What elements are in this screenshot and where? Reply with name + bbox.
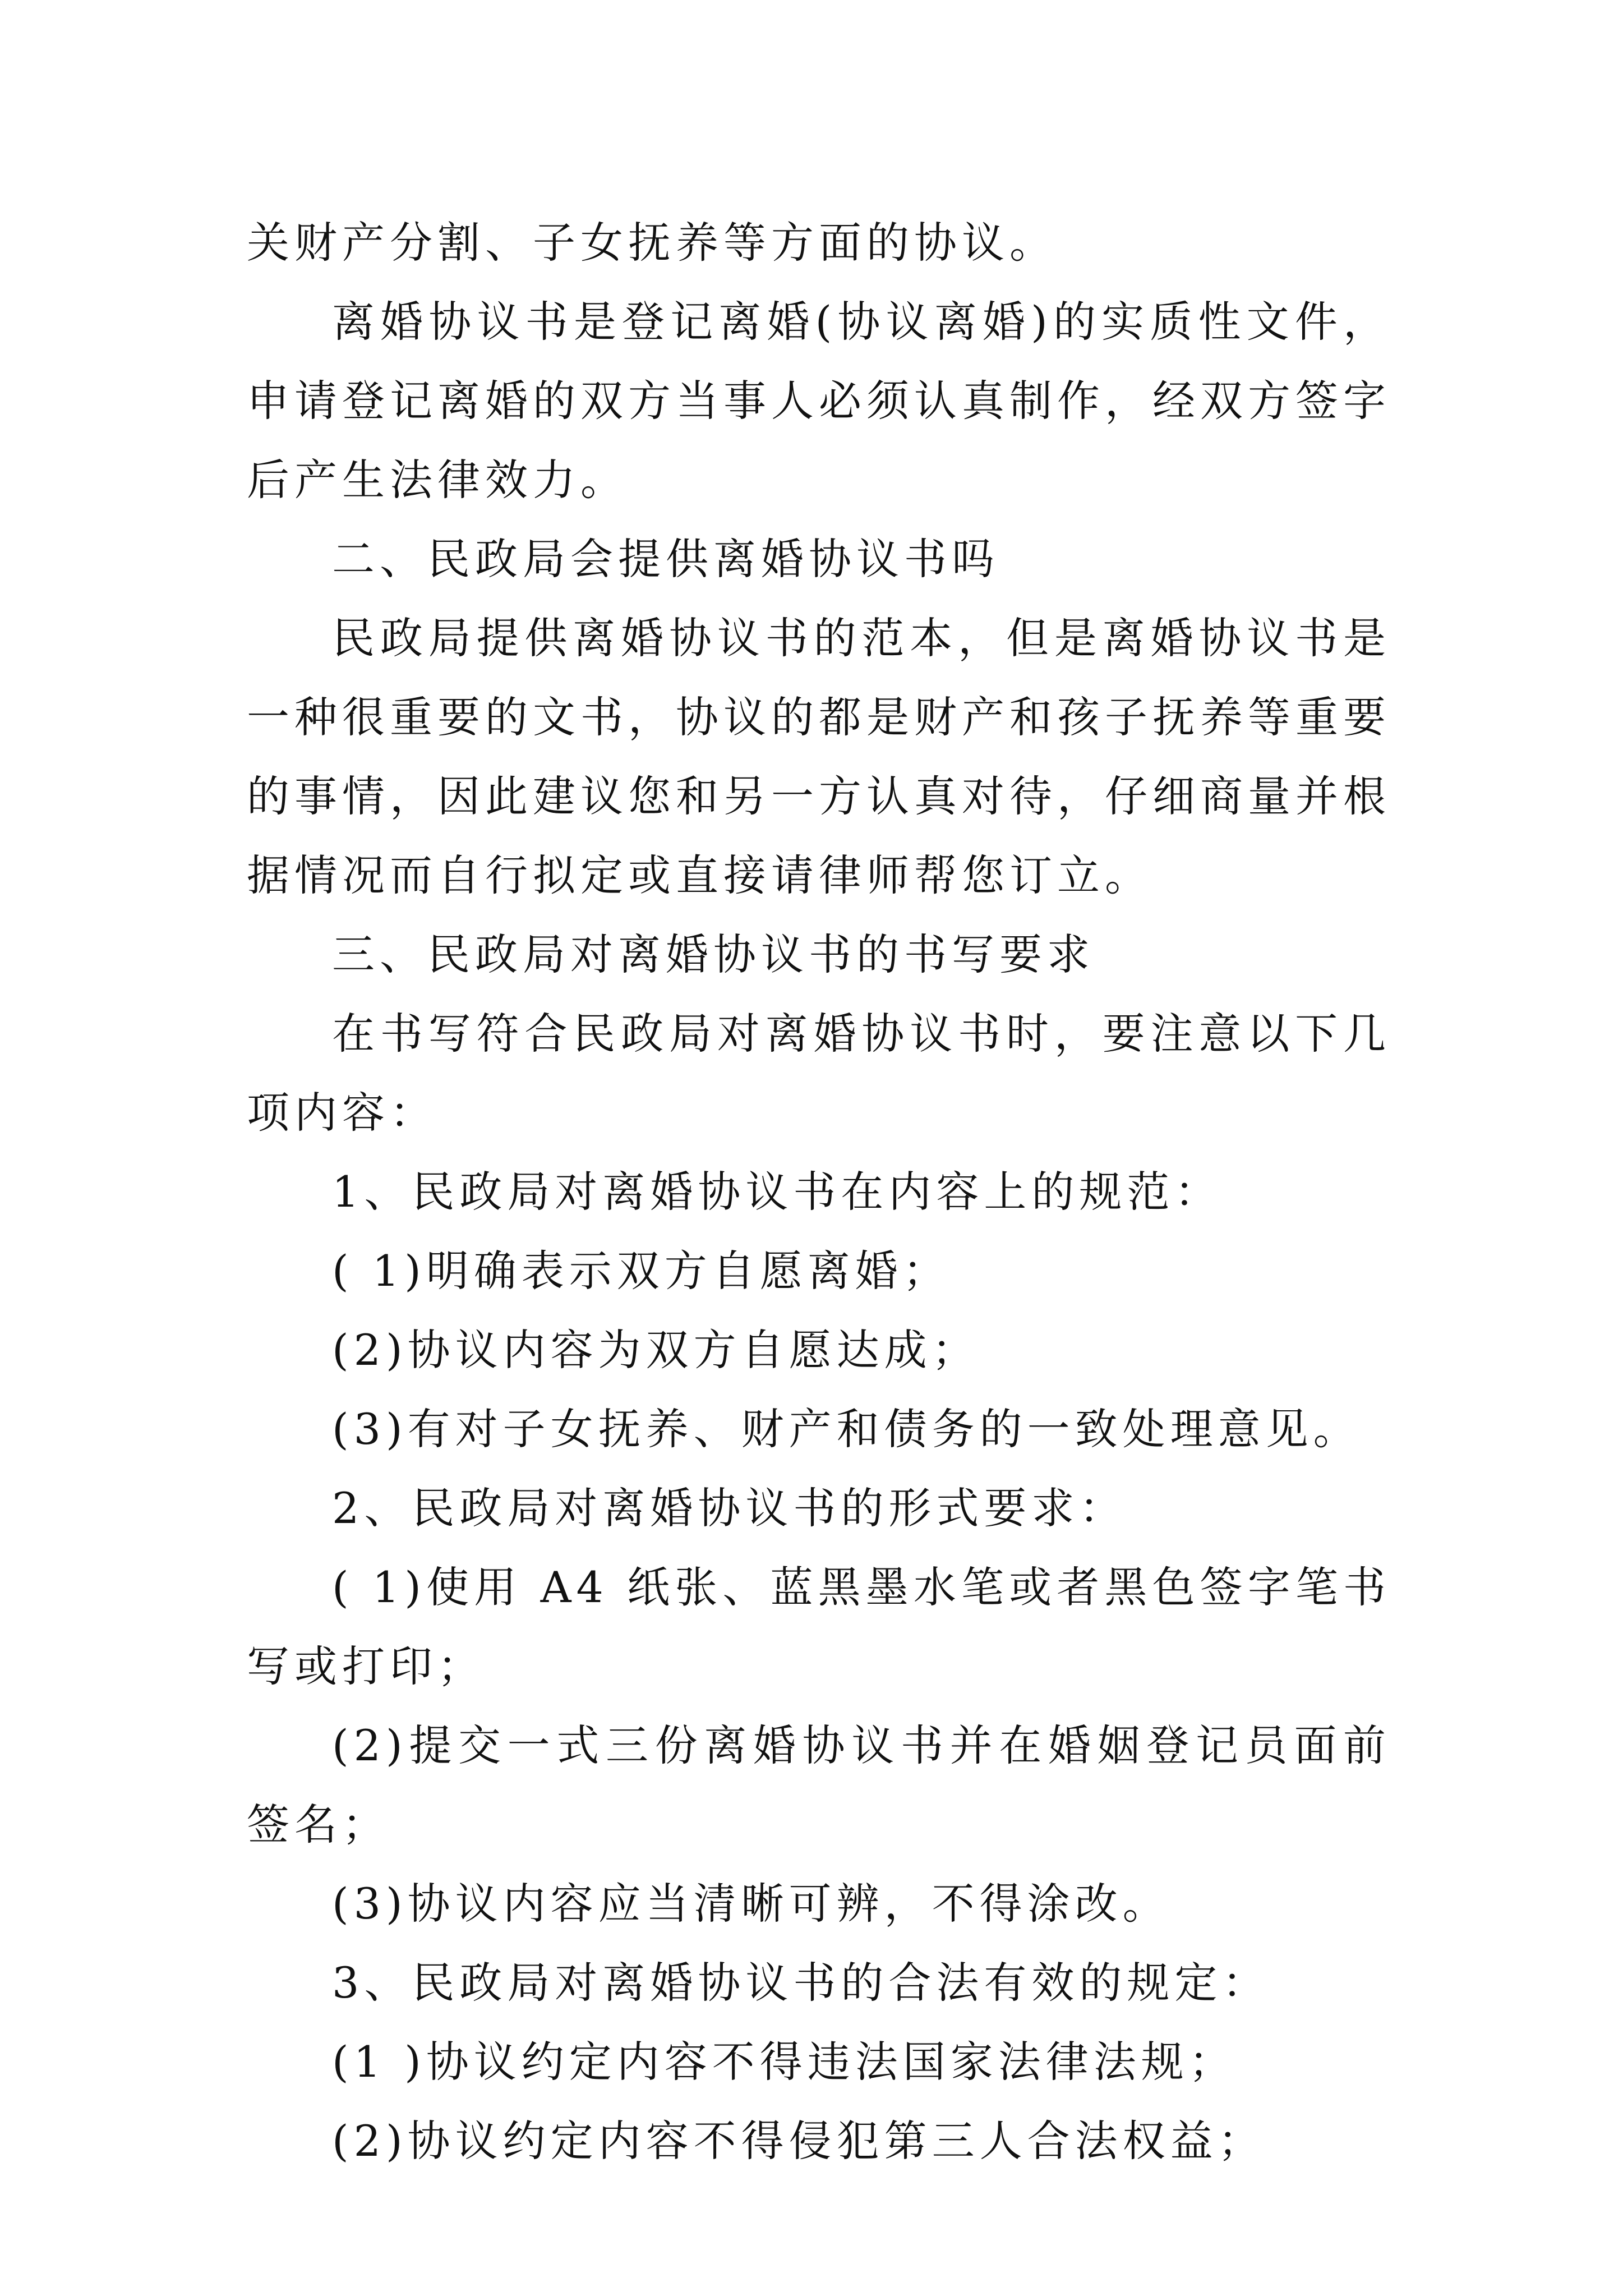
paragraph-requirements-intro: 在书写符合民政局对离婚协议书时，要注意以下几项内容：	[247, 1009, 1391, 1138]
paragraph-definition: 离婚协议书是登记离婚(协议离婚)的实质性文件，申请登记离婚的双方当事人必须认真制作，经双方签字后产生法律效力。	[247, 297, 1391, 505]
subheading-legal-validity: 3、民政局对离婚协议书的合法有效的规定：	[332, 1958, 1270, 2008]
list-item: (1 )协议约定内容不得违法国家法律法规；	[332, 2037, 1237, 2087]
list-item: (3)协议内容应当清晰可辨，不得涂改。	[332, 1879, 1170, 1929]
list-item: ( 1)明确表示双方自愿离婚；	[332, 1246, 951, 1296]
section-heading-2: 二、民政局会提供离婚协议书吗	[332, 534, 999, 584]
list-item: ( 1)使用 A4 纸张、蓝黑墨水笔或者黑色签字笔书写或打印；	[247, 1562, 1391, 1691]
list-item: (2)提交一式三份离婚协议书并在婚姻登记员面前签名；	[247, 1720, 1391, 1849]
list-item: (2)协议内容为双方自愿达成；	[332, 1325, 980, 1375]
subheading-form-requirements: 2、民政局对离婚协议书的形式要求：	[332, 1483, 1127, 1533]
paragraph-continuation: 关财产分割、子女抚养等方面的协议。	[247, 218, 1057, 268]
list-item: (3)有对子女抚养、财产和债务的一致处理意见。	[332, 1404, 1361, 1454]
document-body	[247, 203, 1391, 2180]
paragraph-template-info: 民政局提供离婚协议书的范本，但是离婚协议书是一种很重要的文书，协议的都是财产和孩子抚养等重要的事情，因此建议您和另一方认真对待，仔细商量并根据情况而自行拟定或直接请律师帮您订立。	[247, 613, 1391, 900]
list-item: (2)协议约定内容不得侵犯第三人合法权益；	[332, 2116, 1266, 2166]
subheading-content-norms: 1、民政局对离婚协议书在内容上的规范：	[332, 1167, 1223, 1217]
section-heading-3: 三、民政局对离婚协议书的书写要求	[332, 930, 1095, 979]
